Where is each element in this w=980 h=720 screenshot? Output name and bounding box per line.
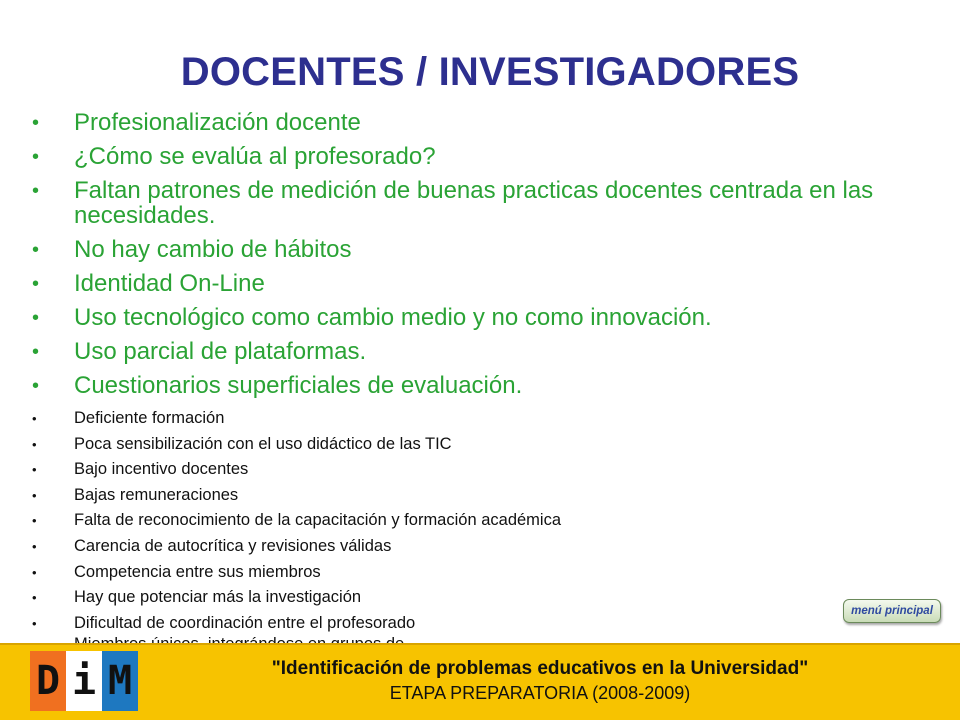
- list-item: [32, 587, 932, 613]
- footer-caption: [150, 657, 930, 705]
- list-item-text: Carencia de autocrítica y revisiones válidas: [74, 536, 392, 555]
- list-item: [32, 373, 932, 398]
- bullet-icon: •: [32, 538, 37, 554]
- bullet-icon: •: [32, 513, 37, 529]
- list-item-text: Competencia entre sus miembros: [74, 562, 321, 581]
- bullet-icon: •: [32, 590, 37, 606]
- list-item-text: Faltan patrones de medición de buenas practicas docentes centrada en las necesidades.: [74, 177, 874, 229]
- list-item: [32, 178, 932, 228]
- list-item-text: Cuestionarios superficiales de evaluación.: [74, 372, 523, 399]
- list-item-text: Identidad On-Line: [74, 270, 265, 297]
- list-item: [32, 562, 932, 588]
- list-item-text: Dificultad de coordinación entre el profesorado: [74, 613, 416, 632]
- secondary-bullet-list: [32, 408, 932, 638]
- bullet-icon: •: [32, 564, 37, 580]
- bullet-icon: •: [32, 146, 40, 168]
- logo-letter-m: M: [102, 651, 138, 711]
- bullet-icon: •: [32, 239, 40, 261]
- bullet-icon: •: [32, 375, 40, 397]
- main-menu-button[interactable]: menú principal: [843, 599, 941, 623]
- bullet-icon: •: [32, 411, 37, 426]
- list-item: [32, 305, 932, 330]
- bullet-icon: •: [32, 462, 37, 478]
- bullet-icon: •: [32, 436, 37, 452]
- list-item-text: Bajas remuneraciones: [74, 485, 239, 504]
- list-item-text: No hay cambio de hábitos: [74, 236, 352, 263]
- bullet-icon: •: [32, 112, 40, 134]
- list-item-text: Falta de reconocimiento de la capacitación y formación académica: [74, 511, 562, 530]
- list-item: [32, 510, 932, 536]
- list-item-text: Poca sensibilización con el uso didáctico de las TIC: [74, 434, 452, 453]
- list-item: [32, 271, 932, 296]
- list-item-text: Profesionalización docente: [74, 109, 361, 136]
- list-item-text: ¿Cómo se evalúa al profesorado?: [74, 143, 436, 170]
- list-item-text: Bajo incentivo docentes: [74, 460, 249, 479]
- list-item: [32, 237, 932, 262]
- footer-divider: [0, 643, 960, 645]
- bullet-icon: •: [32, 487, 37, 503]
- list-item: [32, 434, 932, 460]
- slide-title: DOCENTES / INVESTIGADORES: [180, 50, 800, 94]
- list-item: [32, 144, 932, 169]
- list-item: [32, 339, 932, 364]
- footer-banner: [0, 643, 960, 720]
- footer-stage: ETAPA PREPARATORIA (2008-2009): [389, 683, 691, 703]
- list-item: [32, 485, 932, 511]
- list-item: [32, 408, 932, 434]
- bullet-icon: •: [32, 307, 40, 329]
- footer-project-title: "Identificación de problemas educativos en la Universidad": [271, 658, 809, 679]
- list-item-text: Uso parcial de plataformas.: [74, 338, 367, 365]
- cut-off-list-item: [74, 634, 404, 643]
- dim-logo: [30, 651, 138, 711]
- list-item-text: Uso tecnológico como cambio medio y no como innovación.: [74, 304, 712, 331]
- bullet-icon: •: [32, 615, 37, 631]
- bullet-icon: •: [32, 341, 40, 363]
- logo-letter-i: i: [66, 651, 102, 711]
- bullet-icon: •: [32, 273, 40, 295]
- primary-bullet-list: [32, 110, 932, 407]
- bullet-icon: •: [32, 180, 40, 202]
- list-item: [32, 110, 932, 135]
- list-item: [32, 536, 932, 562]
- list-item: [32, 459, 932, 485]
- list-item-text: Deficiente formación: [74, 409, 225, 427]
- logo-letter-d: D: [30, 651, 66, 711]
- list-item-text: Hay que potenciar más la investigación: [74, 588, 362, 607]
